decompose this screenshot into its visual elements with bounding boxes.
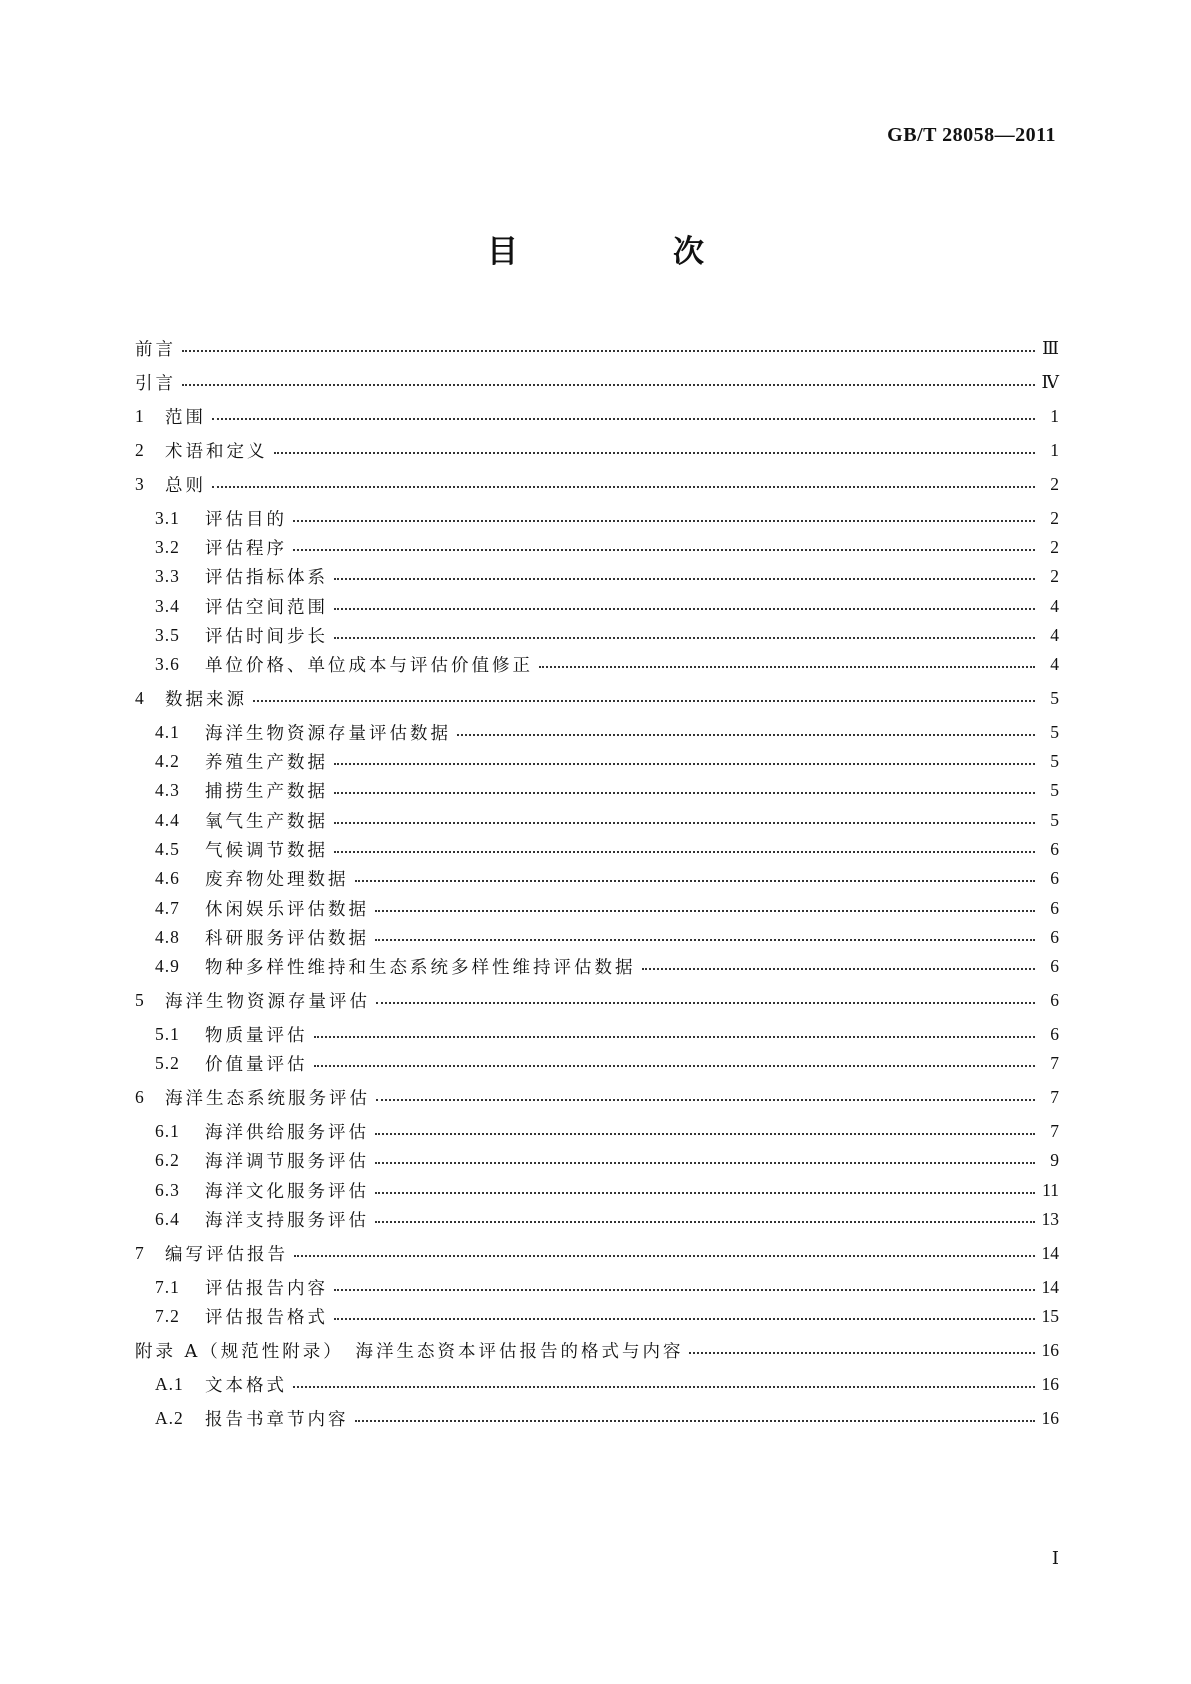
toc-leader-dots xyxy=(689,1351,1035,1354)
toc-entry-number: 6.4 xyxy=(155,1208,180,1229)
toc-leader-dots xyxy=(334,762,1035,765)
toc-entry-label: 科研服务评估数据 xyxy=(205,928,369,949)
toc-entry-page: 6 xyxy=(1050,1023,1059,1044)
toc-entry[interactable] xyxy=(135,1018,1059,1050)
toc-entry[interactable] xyxy=(135,468,1059,500)
toc-entry-label: 价值量评估 xyxy=(205,1054,308,1075)
toc-entry-number: 3.2 xyxy=(155,536,180,557)
toc-entry-label: 海洋调节服务评估 xyxy=(205,1151,369,1172)
toc-leader-dots xyxy=(355,879,1036,882)
toc-entry[interactable] xyxy=(135,984,1059,1016)
toc-entry-page: 14 xyxy=(1041,1242,1059,1263)
toc-entry[interactable] xyxy=(135,1334,1059,1366)
toc-entry[interactable] xyxy=(135,1115,1059,1147)
toc-entry-label: 海洋文化服务评估 xyxy=(205,1181,369,1202)
toc-entry-label: 数据来源 xyxy=(165,689,247,710)
toc-entry-page: 16 xyxy=(1041,1339,1059,1360)
toc-leader-dots xyxy=(182,383,1035,386)
toc-leader-dots xyxy=(375,938,1035,941)
toc-entry-label: 总则 xyxy=(165,475,206,496)
toc-entry[interactable] xyxy=(135,1081,1059,1113)
toc-entry-page: 6 xyxy=(1050,867,1059,888)
toc-entry-number: 4.4 xyxy=(155,809,180,830)
toc-leader-dots xyxy=(334,636,1035,639)
toc-entry-number: 4.9 xyxy=(155,955,180,976)
toc-entry[interactable] xyxy=(135,366,1059,398)
toc-entry[interactable] xyxy=(135,400,1059,432)
toc-entry-number: 6 xyxy=(135,1086,145,1107)
toc-entry-label: 废弃物处理数据 xyxy=(205,869,349,890)
toc-entry-page: 2 xyxy=(1050,473,1059,494)
toc-entry[interactable] xyxy=(135,434,1059,466)
toc-entry-number: 4.3 xyxy=(155,779,180,800)
toc-entry[interactable] xyxy=(135,716,1059,748)
toc-entry-number: 4.6 xyxy=(155,867,180,888)
toc-entry[interactable] xyxy=(135,833,1059,865)
toc-entry-page: 1 xyxy=(1050,439,1059,460)
toc-leader-dots xyxy=(294,1254,1035,1257)
toc-entry[interactable] xyxy=(135,531,1059,563)
toc-entry-label: 文本格式 xyxy=(205,1375,287,1396)
toc-entry-number: 1 xyxy=(135,405,145,426)
toc-entry-page: 2 xyxy=(1050,507,1059,528)
toc-entry-label: 前言 xyxy=(135,339,176,360)
toc-entry[interactable] xyxy=(135,1144,1059,1176)
toc-entry-label: 捕捞生产数据 xyxy=(205,781,328,802)
toc-entry-page: 11 xyxy=(1042,1179,1059,1200)
toc-entry-label: 海洋供给服务评估 xyxy=(205,1122,369,1143)
toc-entry-page: 7 xyxy=(1050,1052,1059,1073)
toc-entry-label: 休闲娱乐评估数据 xyxy=(205,899,369,920)
toc-entry-label: 海洋生物资源存量评估数据 xyxy=(205,723,451,744)
toc-entry-label: 评估时间步长 xyxy=(205,626,328,647)
toc-entry-label: 报告书章节内容 xyxy=(205,1409,349,1430)
toc-entry[interactable] xyxy=(135,921,1059,953)
toc-entry[interactable] xyxy=(135,1047,1059,1079)
toc-entry-page: 6 xyxy=(1050,955,1059,976)
toc-entry-page: 6 xyxy=(1050,926,1059,947)
toc-entry-page: 4 xyxy=(1050,624,1059,645)
toc-entry-label: 气候调节数据 xyxy=(205,840,328,861)
toc-entry-page: 5 xyxy=(1050,779,1059,800)
toc-leader-dots xyxy=(334,577,1035,580)
toc-leader-dots xyxy=(314,1035,1036,1038)
toc-entry-label: 编写评估报告 xyxy=(165,1244,288,1265)
toc-entry-page: 2 xyxy=(1050,565,1059,586)
toc-entry-label: 评估程序 xyxy=(205,538,287,559)
toc-leader-dots xyxy=(334,607,1035,610)
toc-entry-page: 2 xyxy=(1050,536,1059,557)
toc-entry[interactable] xyxy=(135,682,1059,714)
toc-entry-page: 7 xyxy=(1050,1086,1059,1107)
toc-leader-dots xyxy=(253,699,1035,702)
toc-entry-number: 6.2 xyxy=(155,1149,180,1170)
toc-entry-number: 5.1 xyxy=(155,1023,180,1044)
toc-entry-page: 14 xyxy=(1041,1276,1059,1297)
toc-entry[interactable] xyxy=(135,950,1059,982)
toc-entry-number: A.1 xyxy=(155,1373,184,1394)
toc-entry-page: 4 xyxy=(1050,653,1059,674)
toc-entry-number: 3.4 xyxy=(155,595,180,616)
toc-entry[interactable] xyxy=(135,1368,1059,1400)
toc-leader-dots xyxy=(375,1191,1035,1194)
toc-leader-dots xyxy=(375,1132,1035,1135)
toc-entry-number: 3 xyxy=(135,473,145,494)
toc-entry-number: A.2 xyxy=(155,1407,184,1428)
toc-entry[interactable] xyxy=(135,590,1059,622)
toc-entry-number: 4.2 xyxy=(155,750,180,771)
toc-entry-number: 4.1 xyxy=(155,721,180,742)
toc-entry[interactable] xyxy=(135,560,1059,592)
toc-entry-page: 13 xyxy=(1041,1208,1059,1229)
toc-entry[interactable] xyxy=(135,862,1059,894)
toc-entry[interactable] xyxy=(135,648,1059,680)
toc-leader-dots xyxy=(182,349,1035,352)
toc-entry-label: 氧气生产数据 xyxy=(205,811,328,832)
toc-entry-label: 海洋生态系统服务评估 xyxy=(165,1088,370,1109)
toc-entry-label: 物种多样性维持和生态系统多样性维持评估数据 xyxy=(205,957,636,978)
toc-entry-number: 7 xyxy=(135,1242,145,1263)
toc-entry-page: 6 xyxy=(1050,989,1059,1010)
toc-entry-label: 养殖生产数据 xyxy=(205,752,328,773)
toc-entry-page: 5 xyxy=(1050,809,1059,830)
toc-leader-dots xyxy=(293,1385,1035,1388)
toc-entry-page: 5 xyxy=(1050,687,1059,708)
toc-entry-page: 9 xyxy=(1050,1149,1059,1170)
toc-leader-dots xyxy=(376,1098,1035,1101)
toc-entry-label: 评估报告格式 xyxy=(205,1307,328,1328)
toc-entry-label: 单位价格、单位成本与评估价值修正 xyxy=(205,655,533,676)
toc-entry[interactable] xyxy=(135,774,1059,806)
toc-entry-page: 6 xyxy=(1050,897,1059,918)
toc-entry-label: 海洋生物资源存量评估 xyxy=(165,991,370,1012)
toc-entry-label: 评估指标体系 xyxy=(205,567,328,588)
toc-entry[interactable] xyxy=(135,1300,1059,1332)
toc-leader-dots xyxy=(334,821,1035,824)
toc-entry[interactable] xyxy=(135,1271,1059,1303)
toc-entry-page: 16 xyxy=(1041,1407,1059,1428)
toc-leader-dots xyxy=(212,485,1035,488)
page-number: Ⅰ xyxy=(1051,1548,1059,1568)
toc-leader-dots xyxy=(334,850,1035,853)
toc-entry-label: 物质量评估 xyxy=(205,1025,308,1046)
toc-entry[interactable] xyxy=(135,1203,1059,1235)
toc-leader-dots xyxy=(212,417,1035,420)
toc-entry-label: 附录 A（规范性附录） 海洋生态资本评估报告的格式与内容 xyxy=(135,1341,684,1362)
toc-leader-dots xyxy=(293,548,1035,551)
toc-entry-page: 1 xyxy=(1050,405,1059,426)
toc-entry-label: 评估目的 xyxy=(205,509,287,530)
toc-leader-dots xyxy=(334,1288,1035,1291)
toc-entry-label: 术语和定义 xyxy=(165,441,268,462)
toc-entry-number: 4.8 xyxy=(155,926,180,947)
toc-entry[interactable] xyxy=(135,1402,1059,1434)
toc-entry[interactable] xyxy=(135,745,1059,777)
toc-entry-number: 2 xyxy=(135,439,145,460)
toc-leader-dots xyxy=(334,1317,1035,1320)
toc-entry[interactable] xyxy=(135,1174,1059,1206)
toc-entry[interactable] xyxy=(135,1237,1059,1269)
toc-entry[interactable] xyxy=(135,502,1059,534)
toc-entry-page: Ⅳ xyxy=(1041,371,1059,392)
toc-leader-dots xyxy=(334,791,1035,794)
toc-entry-number: 3.1 xyxy=(155,507,180,528)
toc-entry-number: 4.5 xyxy=(155,838,180,859)
toc-leader-dots xyxy=(355,1419,1036,1422)
toc-entry-number: 5.2 xyxy=(155,1052,180,1073)
toc-leader-dots xyxy=(375,1161,1035,1164)
standard-code: GB/T 28058—2011 xyxy=(887,124,1056,146)
toc-leader-dots xyxy=(376,1001,1035,1004)
toc-entry-number: 3.3 xyxy=(155,565,180,586)
toc-entry-page: Ⅲ xyxy=(1042,337,1059,358)
toc-entry[interactable] xyxy=(135,804,1059,836)
toc-leader-dots xyxy=(642,967,1036,970)
toc-entry-label: 海洋支持服务评估 xyxy=(205,1210,369,1231)
toc-entry-number: 4 xyxy=(135,687,145,708)
page-title: 目 次 xyxy=(487,234,766,270)
toc-entry-number: 7.1 xyxy=(155,1276,180,1297)
toc-entry[interactable] xyxy=(135,619,1059,651)
toc-entry-page: 4 xyxy=(1050,595,1059,616)
toc-leader-dots xyxy=(375,1220,1035,1223)
toc-leader-dots xyxy=(457,733,1035,736)
toc-entry-label: 范围 xyxy=(165,407,206,428)
toc-entry-number: 4.7 xyxy=(155,897,180,918)
toc-leader-dots xyxy=(539,665,1035,668)
toc-entry-label: 引言 xyxy=(135,373,176,394)
toc-leader-dots xyxy=(274,451,1036,454)
toc-entry-number: 3.6 xyxy=(155,653,180,674)
toc-entry[interactable] xyxy=(135,892,1059,924)
toc-entry-page: 6 xyxy=(1050,838,1059,859)
toc-entry-number: 5 xyxy=(135,989,145,1010)
toc-entry-number: 6.1 xyxy=(155,1120,180,1141)
toc-entry-label: 评估报告内容 xyxy=(205,1278,328,1299)
toc-entry-page: 7 xyxy=(1050,1120,1059,1141)
toc-entry-page: 16 xyxy=(1041,1373,1059,1394)
toc-entry-page: 15 xyxy=(1041,1305,1059,1326)
toc-leader-dots xyxy=(314,1064,1036,1067)
toc-entry-number: 7.2 xyxy=(155,1305,180,1326)
toc-entry-number: 3.5 xyxy=(155,624,180,645)
toc-entry-label: 评估空间范围 xyxy=(205,597,328,618)
toc-entry-page: 5 xyxy=(1050,750,1059,771)
toc-entry[interactable] xyxy=(135,332,1059,364)
toc-leader-dots xyxy=(375,909,1035,912)
toc-leader-dots xyxy=(293,519,1035,522)
toc-entry-number: 6.3 xyxy=(155,1179,180,1200)
toc-entry-page: 5 xyxy=(1050,721,1059,742)
